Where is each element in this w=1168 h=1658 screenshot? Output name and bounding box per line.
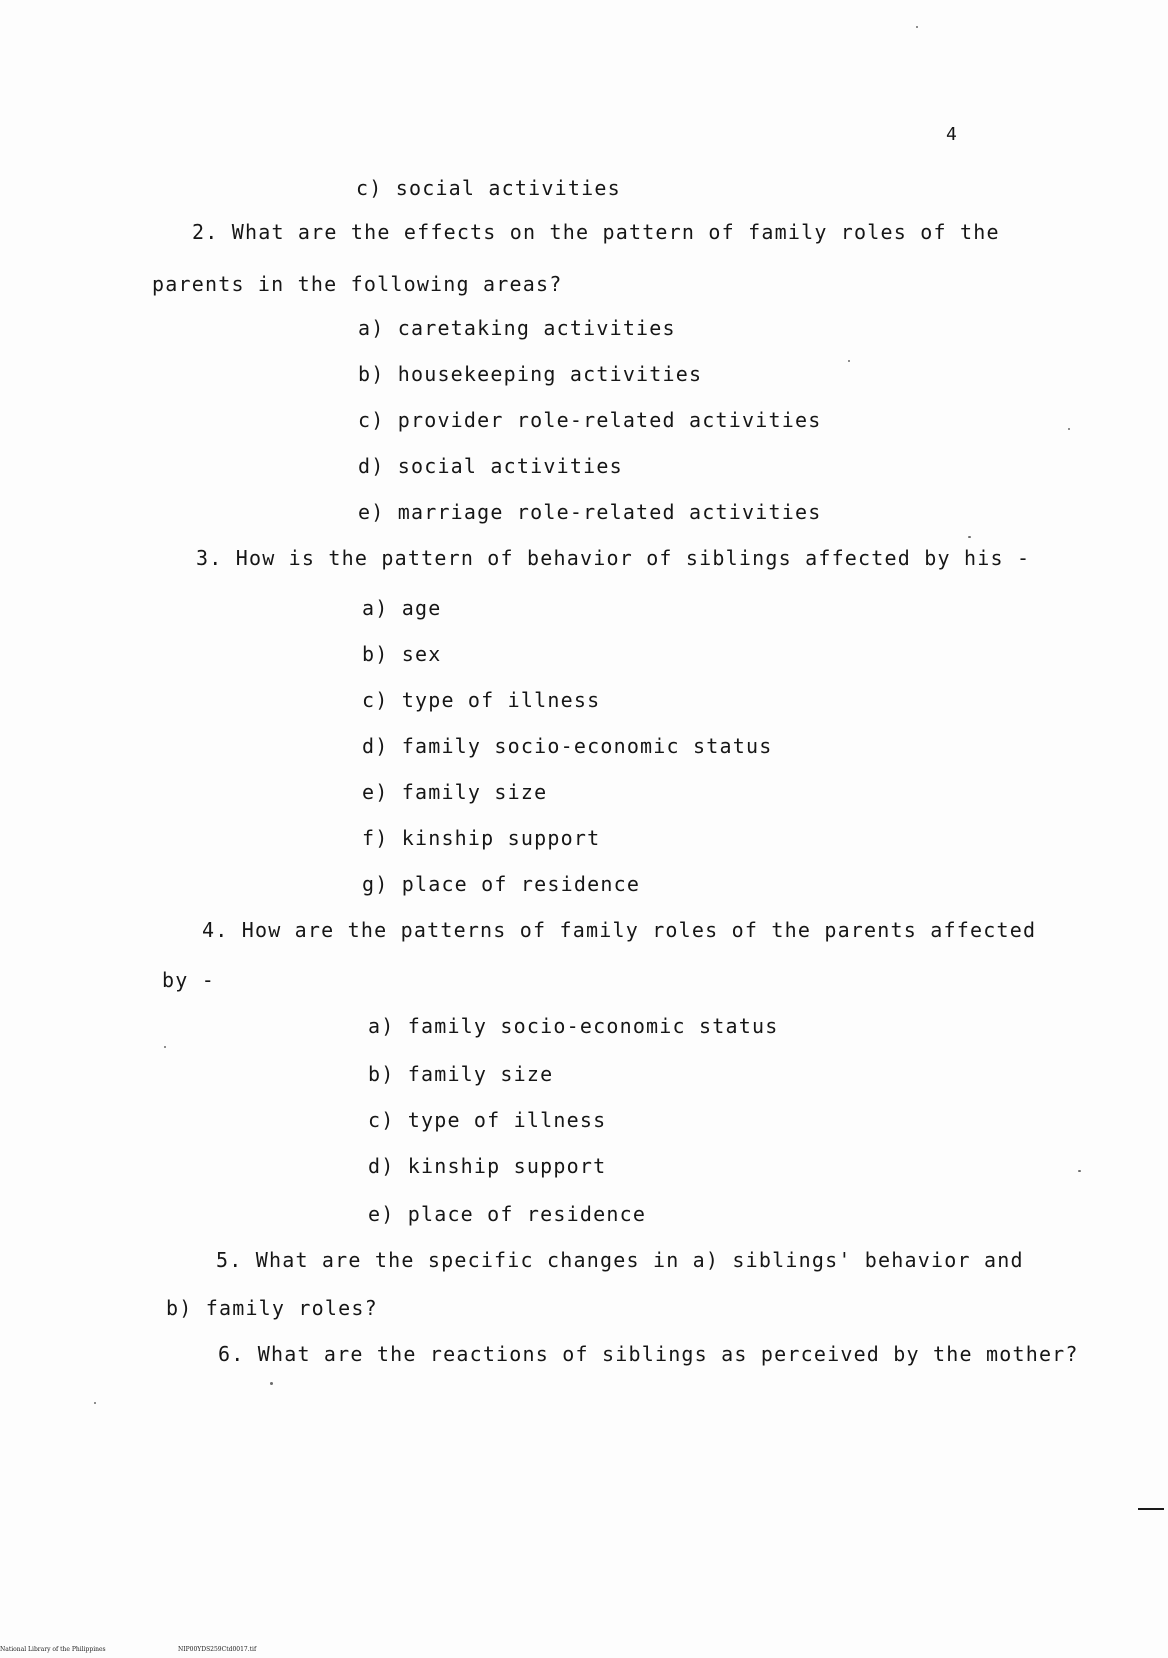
list-item: a) caretaking activities [358, 316, 676, 340]
footer-library: National Library of the Philippines [0, 1646, 106, 1653]
question-6-line: 6. What are the reactions of siblings as perceived by the mother? [218, 1342, 1079, 1366]
question-3-line: 3. How is the pattern of behavior of siblings affected by his - [196, 546, 1031, 570]
list-item: a) age [362, 596, 442, 620]
list-item: c) type of illness [368, 1108, 607, 1132]
margin-mark [1138, 1508, 1164, 1510]
text-line: by - [162, 968, 215, 992]
question-5-line: 5. What are the specific changes in a) siblings' behavior and [216, 1248, 1024, 1272]
list-item: c) provider role-related activities [358, 408, 822, 432]
list-item: e) marriage role-related activities [358, 500, 822, 524]
list-item: c) type of illness [362, 688, 601, 712]
list-item: b) housekeeping activities [358, 362, 703, 386]
list-item: d) kinship support [368, 1154, 607, 1178]
text-line: parents in the following areas? [152, 272, 563, 296]
list-item: e) place of residence [368, 1202, 647, 1226]
list-item: d) family socio-economic status [362, 734, 773, 758]
list-item: a) family socio-economic status [368, 1014, 779, 1038]
page-number: 4 [946, 124, 959, 145]
scan-speck [270, 1382, 273, 1385]
list-item: b) family size [368, 1062, 554, 1086]
question-2-line: 2. What are the effects on the pattern of family roles of the [192, 220, 1000, 244]
scan-speck [916, 26, 918, 28]
list-item: g) place of residence [362, 872, 641, 896]
question-4-line: 4. How are the patterns of family roles of the parents affected [202, 918, 1037, 942]
list-item: d) social activities [358, 454, 623, 478]
scan-speck [848, 360, 850, 362]
list-item: f) kinship support [362, 826, 601, 850]
text-line: b) family roles? [166, 1296, 378, 1320]
scan-speck [968, 536, 971, 538]
list-item: e) family size [362, 780, 548, 804]
scan-speck [164, 1046, 166, 1048]
scan-speck [1068, 428, 1070, 430]
footer-file: NIP00YDS259Ctd0017.tif [178, 1646, 257, 1653]
scan-speck [1078, 1170, 1081, 1172]
list-item: b) sex [362, 642, 442, 666]
scan-speck [94, 1402, 96, 1404]
text-line: c) social activities [356, 176, 621, 200]
